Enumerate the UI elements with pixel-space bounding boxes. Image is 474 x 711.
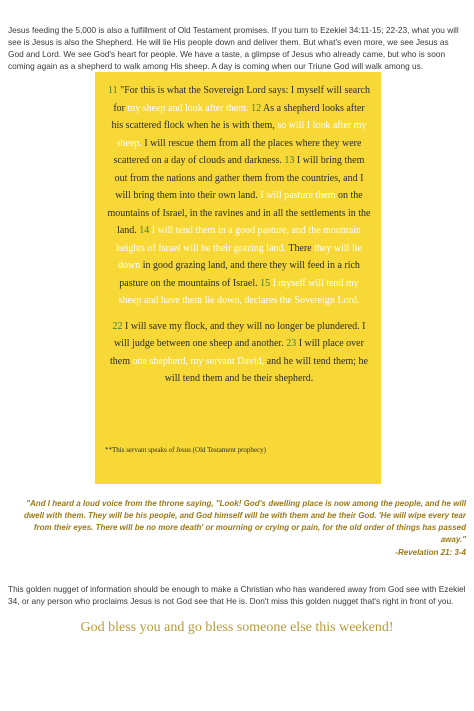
verse-text: I will place over them [109,338,364,367]
scripture-footnote: **This servant speaks of Jesus (Old Testament prophecy) [105,446,266,454]
revelation-quote-text: "And I heard a loud voice from the throne saying, "Look! God's dwelling place is now among the people, and he will dwell with them. They will be his people, and God himself will be with them and be their God. 'He will wipe every tear from their eyes. There will be no more death' or mourning or crying or pain, for the old order of things has passed away." [24,499,466,544]
verse-number: 11 [107,85,118,96]
scripture-paragraph-2 [107,318,371,388]
verse-number: 15 [260,277,271,289]
verse-highlight: one shepherd, my servant David, [132,355,265,367]
verse-highlight: they will lie down [118,242,362,271]
verse-number: 12 [251,102,262,114]
verse-text: "For this is what the Sovereign Lord says: I myself will search for [113,85,370,114]
verse-text: on the mountains of Israel, in the ravines and in all the settlements in the land. [107,190,371,236]
verse-highlight: I will pasture them [260,190,336,201]
revelation-quote [24,498,466,559]
verse-number: 14 [139,225,150,236]
verse-text: There [286,242,315,254]
blessing-heading: God bless you and go bless someone else this weekend! [80,620,394,635]
verse-text: I will save my flock, and they will no longer be plundered. I will judge between one sheep and another. [114,320,366,349]
verse-number: 23 [286,338,297,349]
verse-text: I will rescue them from all the places where they were scattered on a day of clouds and darkness. [113,137,362,166]
outro-paragraph: This golden nugget of information should be enough to make a Christian who has wandered away from God see with Ezekiel 34, or any person who proclaims Jesus is not God see that He is. Don't miss this golden nugget that's right in front of you. [8,584,466,607]
verse-highlight: I will tend them in a good pasture, and the mountain heights of Israel will be their grazing land. [116,225,361,254]
verse-highlight: so will I look after my sheep. [116,120,367,149]
verse-highlight: I myself will tend my sheep and have them lie down, declares the Sovereign Lord. [118,277,360,306]
intro-paragraph: Jesus feeding the 5,000 is also a fulfillment of Old Testament promises. If you turn to Ezekiel 34:11-15; 22-23, what you will see is Jesus is also the Shepherd. He will lie His people down and deliver them. But what's even more, we see Jesus as God and Lord. We see God's heart for people. We have a taste, a glimpse of Jesus who already came, but who is soon coming again as a shepherd to walk among His sheep. A day is coming when our Triune God will walk among us. [8,25,459,72]
verse-highlight: my sheep and look after them. [127,102,249,114]
verse-text: in good grazing land, and there they will feed in a rich pasture on the mountains of Israel. [119,260,360,289]
verse-text: and he will tend them; he will tend them and be their shepherd. [164,355,368,384]
scripture-text [107,82,371,388]
verse-number: 13 [284,155,295,166]
scripture-paragraph-1 [107,82,371,310]
scripture-panel [95,72,381,484]
verse-number: 22 [112,320,123,332]
verse-text: I will bring them out from the nations and gather them from the countries, and I will bring them into their own land. [114,155,365,201]
verse-text: As a shepherd looks after his scattered flock when he is with them, [111,102,365,131]
revelation-reference: -Revelation 21: 3-4 [395,548,466,557]
